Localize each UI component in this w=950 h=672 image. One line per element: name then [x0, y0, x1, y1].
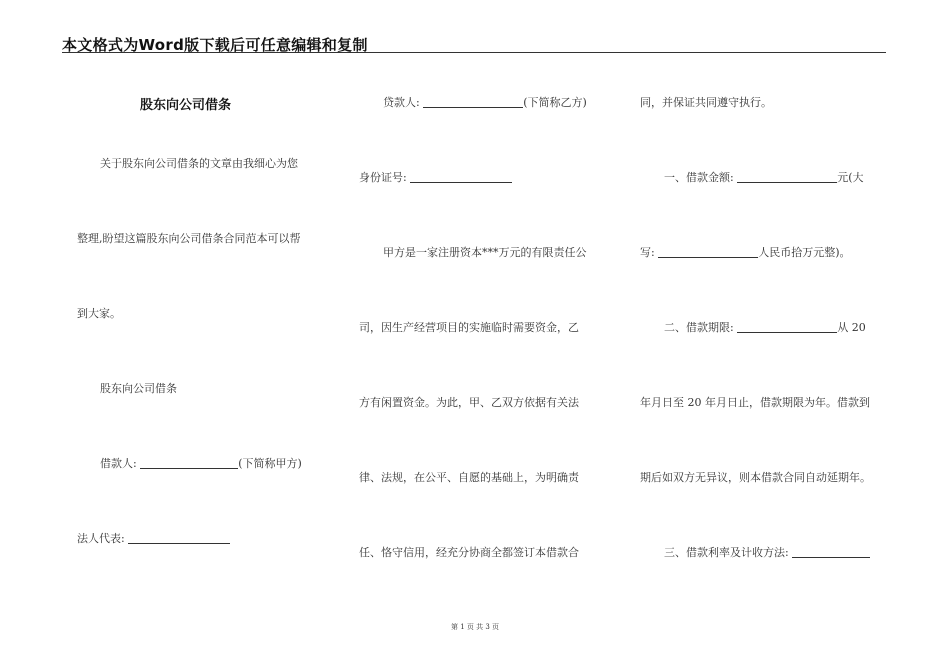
legal-rep-blank — [128, 532, 230, 544]
intro-line-3: 到大家。 — [77, 307, 121, 320]
borrower-label: 借款人: — [100, 457, 137, 470]
page-header-title: 本文格式为Word版下载后可任意编辑和复制 — [62, 36, 368, 54]
amount-capital-label: 写: — [640, 246, 655, 259]
rate-label: 三、借款利率及计收方法: — [664, 546, 789, 559]
amount-capital-blank — [658, 246, 758, 258]
page-footer: 第 1 页 共 3 页 — [450, 623, 500, 631]
body-line-1: 甲方是一家注册资本***万元的有限责任公 — [383, 246, 587, 259]
borrower-line — [100, 455, 302, 471]
col3-line-1: 同，并保证共同遵守执行。 — [640, 96, 772, 109]
subtitle: 股东向公司借条 — [100, 382, 177, 395]
header-rule — [62, 52, 886, 53]
id-number-line — [359, 169, 512, 185]
body-line-2: 司，因生产经营项目的实施临时需要资金，乙 — [359, 321, 579, 334]
body-line-3: 方有闲置资金。为此，甲、乙双方依据有关法 — [359, 396, 579, 409]
amount-capital-suffix: 人民币拾万元整)。 — [758, 246, 851, 259]
term-line — [664, 319, 866, 335]
lender-line — [383, 94, 587, 110]
term-label: 二、借款期限: — [664, 321, 734, 334]
lender-suffix: (下简称乙方) — [523, 96, 587, 109]
term-suffix: 从 20 — [837, 321, 866, 334]
id-number-blank — [410, 171, 512, 183]
lender-blank — [423, 96, 523, 108]
amount-capital-line — [640, 244, 851, 260]
term-line-2: 年月日至 20 年月日止，借款期限为年。借款到 — [640, 396, 870, 409]
id-number-label: 身份证号: — [359, 171, 407, 184]
borrower-blank — [140, 457, 238, 469]
rate-blank — [792, 546, 870, 558]
body-line-5: 任、恪守信用，经充分协商全都签订本借款合 — [359, 546, 579, 559]
amount-line — [664, 169, 864, 185]
rate-line — [664, 544, 870, 560]
legal-rep-line — [77, 530, 230, 546]
amount-label: 一、借款金额: — [664, 171, 734, 184]
document-title: 股东向公司借条 — [140, 98, 232, 113]
amount-suffix: 元(大 — [837, 171, 864, 184]
intro-line-1: 关于股东向公司借条的文章由我细心为您 — [100, 157, 298, 170]
intro-line-2: 整理,盼望这篇股东向公司借条合同范本可以帮 — [77, 232, 301, 245]
borrower-suffix: (下简称甲方) — [238, 457, 302, 470]
term-blank — [737, 321, 837, 333]
legal-rep-label: 法人代表: — [77, 532, 125, 545]
body-line-4: 律、法规，在公平、自愿的基础上，为明确责 — [359, 471, 579, 484]
amount-blank — [737, 171, 837, 183]
lender-label: 贷款人: — [383, 96, 420, 109]
term-line-3: 期后如双方无异议，则本借款合同自动延期年。 — [640, 471, 871, 484]
